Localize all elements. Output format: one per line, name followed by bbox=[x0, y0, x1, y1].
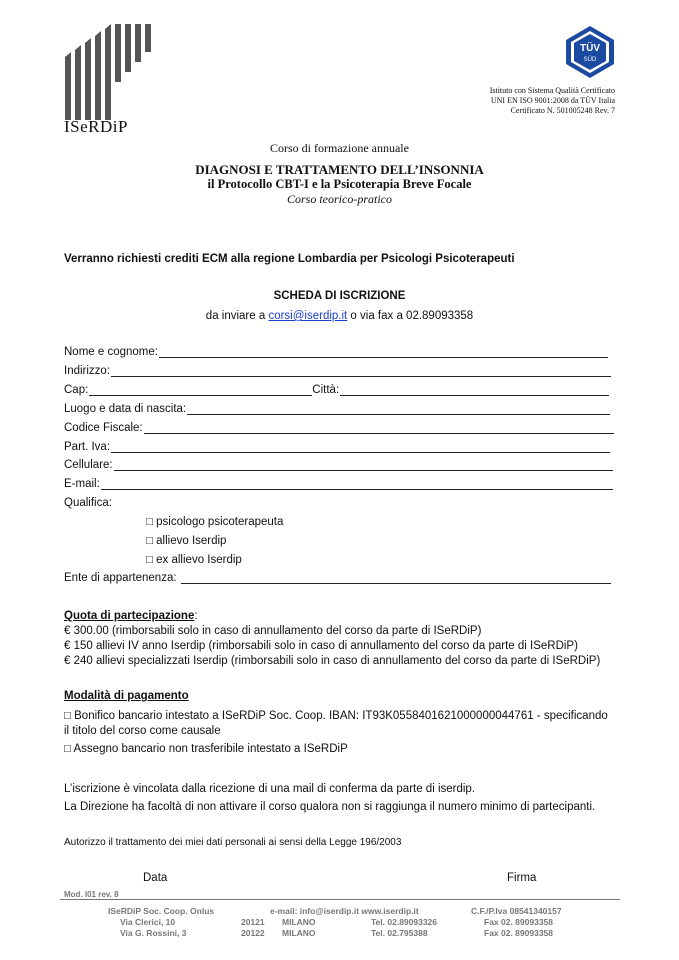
signature-label: Firma bbox=[507, 872, 537, 884]
footer-zip-1: 20121 bbox=[241, 917, 265, 927]
city-line[interactable] bbox=[340, 384, 609, 396]
tuv-badge-mid-text: SÜD bbox=[583, 57, 597, 63]
tax-code-label: Codice Fiscale: bbox=[64, 422, 143, 434]
vat-line[interactable] bbox=[111, 441, 610, 453]
tuv-badge-top-text: TÜV bbox=[580, 43, 600, 54]
cert-line: UNI EN ISO 9001:2008 da TÜV Italia bbox=[490, 96, 615, 105]
footer-zip-2: 20122 bbox=[241, 928, 265, 938]
name-label: Nome e cognome: bbox=[64, 346, 158, 358]
qualification-option-student[interactable]: □ allievo Iserdip bbox=[146, 535, 227, 547]
cap-label: Cap: bbox=[64, 384, 89, 396]
city-label: Città: bbox=[312, 384, 340, 396]
birth-row bbox=[64, 403, 610, 415]
footer-tel-1: Tel. 02.89093326 bbox=[371, 917, 438, 927]
qualification-option-psychotherapist[interactable]: □ psicologo psicoterapeuta bbox=[146, 516, 284, 528]
footer-org: ISeRDiP Soc. Coop. Onlus bbox=[108, 906, 215, 916]
ecm-note: Verranno richiesti crediti ECM alla regione Lombardia per Psicologi Psicoterapeuti bbox=[64, 253, 515, 265]
footer-address-2: Via G. Rossini, 3 bbox=[120, 928, 187, 938]
note-line: L’iscrizione è vincolata dalla ricezione di una mail di conferma da parte di iserdip. bbox=[64, 783, 476, 795]
module-code: Mod. I01 rev. 8 bbox=[64, 890, 119, 899]
mobile-label: Cellulare: bbox=[64, 459, 113, 471]
send-instructions bbox=[0, 310, 679, 322]
qualification-label: Qualifica: bbox=[64, 497, 112, 509]
entity-row bbox=[64, 572, 611, 584]
entity-label: Ente di appartenenza: bbox=[64, 572, 180, 584]
cap-city-row bbox=[64, 384, 609, 396]
note-line: La Direzione ha facoltà di non attivare il corso qualora non si raggiunga il numero minimo di partecipanti. bbox=[64, 801, 596, 813]
fees-heading: Quota di partecipazione bbox=[64, 610, 195, 622]
mobile-row bbox=[64, 459, 613, 471]
name-line[interactable] bbox=[159, 346, 608, 358]
footer-vat: C.F./P.Iva 08541340157 bbox=[471, 906, 562, 916]
payment-bank-transfer[interactable]: □ Bonifico bancario intestato a ISeRDiP Soc. Coop. IBAN: IT93K0558401621000000044761 - specificando il titolo del corso come causale bbox=[64, 710, 608, 737]
footer-fax-1: Fax 02. 89093358 bbox=[484, 917, 554, 927]
footer-email-web: e-mail: info@iserdip.it www.iserdip.it bbox=[270, 906, 419, 916]
form-heading: SCHEDA DI ISCRIZIONE bbox=[273, 290, 406, 302]
address-line[interactable] bbox=[111, 365, 611, 377]
email-row bbox=[64, 478, 613, 490]
course-type: Corso di formazione annuale bbox=[270, 141, 409, 155]
cap-line[interactable] bbox=[89, 384, 312, 396]
fee-line: € 240 allievi specializzati Iserdip (rimborsabili solo in caso di annullamento del corso da parte di ISeRDiP) bbox=[64, 655, 601, 667]
birth-line[interactable] bbox=[187, 403, 610, 415]
footer-address-1: Via Clerici, 10 bbox=[120, 917, 176, 927]
certification-info bbox=[490, 86, 615, 116]
footer-tel-2: Tel. 02.795388 bbox=[371, 928, 428, 938]
send-suffix: o via fax a 02.89093358 bbox=[347, 310, 474, 322]
birth-label: Luogo e data di nascita: bbox=[64, 403, 187, 415]
email-line[interactable] bbox=[101, 478, 613, 490]
footer-city-2: MILANO bbox=[282, 928, 316, 938]
fees-colon: : bbox=[194, 610, 198, 622]
privacy-consent: Autorizzo il trattamento dei miei dati personali ai sensi della Legge 196/2003 bbox=[64, 837, 402, 848]
send-prefix: da inviare a bbox=[205, 310, 269, 322]
cert-line: Certificato N. 501005248 Rev. 7 bbox=[510, 106, 615, 115]
course-format: Corso teorico-pratico bbox=[287, 192, 392, 206]
course-title: DIAGNOSI E TRATTAMENTO DELL’INSONNIA bbox=[195, 162, 484, 177]
tuv-certification-badge bbox=[562, 24, 618, 80]
address-row bbox=[64, 365, 611, 377]
address-label: Indirizzo: bbox=[64, 365, 111, 377]
fees-section bbox=[64, 609, 624, 669]
fee-line: € 150 allievi IV anno Iserdip (rimborsabili solo in caso di annullamento del corso da parte di ISeRDiP) bbox=[64, 640, 578, 652]
mobile-line[interactable] bbox=[114, 459, 613, 471]
tax-code-line[interactable] bbox=[144, 422, 614, 434]
vat-row bbox=[64, 441, 610, 453]
entity-line[interactable] bbox=[181, 572, 611, 584]
email-label: E-mail: bbox=[64, 478, 100, 490]
notes bbox=[64, 780, 644, 816]
payment-heading: Modalità di pagamento bbox=[64, 690, 189, 702]
name-row bbox=[64, 346, 608, 358]
fee-line: € 300.00 (rimborsabili solo in caso di annullamento del corso da parte di ISeRDiP) bbox=[64, 625, 482, 637]
qualification-option-former-student[interactable]: □ ex allievo Iserdip bbox=[146, 554, 242, 566]
date-label: Data bbox=[143, 872, 168, 884]
email-link[interactable]: corsi@iserdip.it bbox=[268, 310, 348, 322]
tax-code-row bbox=[64, 422, 614, 434]
footer-divider bbox=[60, 899, 620, 900]
course-subtitle: il Protocollo CBT-I e la Psicoterapia Breve Focale bbox=[207, 177, 472, 191]
payment-cheque[interactable]: □ Assegno bancario non trasferibile intestato a ISeRDiP bbox=[64, 743, 348, 755]
vat-label: Part. Iva: bbox=[64, 441, 111, 453]
footer-fax-2: Fax 02. 89093358 bbox=[484, 928, 554, 938]
footer-city-1: MILANO bbox=[282, 917, 316, 927]
iserdip-logo-graphic bbox=[60, 22, 155, 120]
logo-text: ISeRDiP bbox=[64, 117, 128, 136]
cert-line: Istituto con Sistema Qualità Certificato bbox=[489, 86, 615, 95]
